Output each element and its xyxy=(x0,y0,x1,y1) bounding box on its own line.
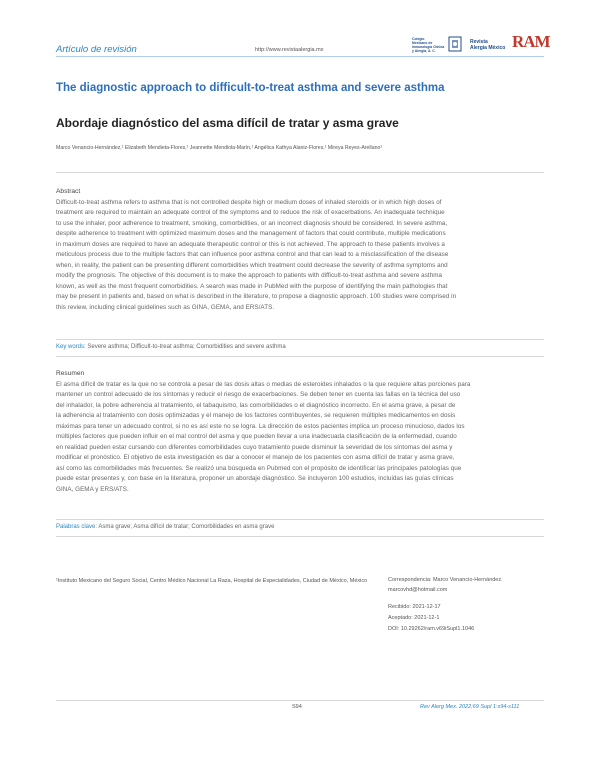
colegio-line: Mexicano de xyxy=(412,41,433,45)
colegio-line: y Alergia, A. C. xyxy=(412,49,436,53)
keywords-text: Severe asthma; Difficult-to-treat asthma; Comorbidities and severe asthma xyxy=(85,344,286,350)
journal-url[interactable]: http://www.revistaalergia.mx xyxy=(255,47,324,53)
resumen-line: la adherencia al tratamiento con dosis optimizadas y el manejo de los factores contribuyentes, se requieren múltiples medicamentos en dosis xyxy=(56,412,456,420)
abstract-line: meticulous process due to the multiple factors that can influence poor asthma control and that can lead to a misclassification of the disease xyxy=(56,251,449,259)
abstract-line: Difficult-to-treat asthma refers to asthma that is not controlled despite high or medium doses of inhaled steroids or in which high doses of xyxy=(56,199,442,206)
resumen-body xyxy=(56,380,544,495)
abstract-line: known, as well as the most frequent comorbidities. A search was made in PubMed with the purpose of identifying the main pathologies that xyxy=(56,282,448,290)
abstract-line: treatment are required to maintain an adequate control of the symptoms and to reduce the risk of exacerbations. An inadequate technique xyxy=(56,209,445,217)
resumen-line: del inhalador, la pobre adherencia al tratamiento, el tabaquismo, las comorbilidades o el diagnóstico incorrecto. En el asma grave, a pesar de xyxy=(56,401,456,409)
abstract-line: may be present in patients and, based on what is described in the literature, to propose a diagnostic approach. 100 studies were comprised in xyxy=(56,293,457,301)
resumen-line: puede estar presentes y, con base en la literatura, proponer un abordaje diagnóstico. Se incluyeron 100 estudios, incluidas las guías clínicas xyxy=(56,475,454,483)
divider xyxy=(56,339,544,340)
resumen-line: máximas para tener un adecuado control, si no es así este no se logra. La dirección de estos pacientes implica un proceso minucioso, dados los xyxy=(56,422,465,430)
correspondence-email[interactable]: marcovhd@hotmail.com xyxy=(388,587,448,593)
received-date: Recibido: 2021-12-17 xyxy=(388,604,441,610)
keywords-en xyxy=(56,344,286,350)
divider xyxy=(56,536,544,537)
resumen-line: así como las comorbilidades más frecuentes. Se realizó una búsqueda en Pubmed con el propósito de identificar las principales patologías que xyxy=(56,464,462,472)
resumen-line: mantener un control adecuado de los síntomas y reducir el riesgo de exacerbaciones. Se deben tener en cuenta las fallas en la técnica del uso xyxy=(56,391,461,399)
resumen-line: múltiples factores que pueden influir en el mal control del asma y que pueden llevar a una inadecuada clasificación de la enfermedad, cuando xyxy=(56,433,457,441)
palabras-clave-label: Palabras clave: xyxy=(56,524,98,530)
page-number: S94 xyxy=(292,704,302,710)
correspondence-label: Correspondencia: Marco Venancio-Hernández. xyxy=(388,577,503,583)
divider xyxy=(56,519,544,520)
abstract-line: modify the prognosis. The objective of this document is to make the approach to patients with difficult-to-treat asthma and severe asthma xyxy=(56,272,443,280)
colegio-line: Colegio xyxy=(412,37,425,41)
abstract-line: despite adherence to treatment with optimized maximum doses and the management of factors that could contribute, multiple medications xyxy=(56,230,446,238)
abstract-line: when, in reality, the patient can be presenting different comorbidities which treatment could decrease the severity of asthma symptoms and xyxy=(56,261,448,269)
resumen-line: modificar el pronóstico. El objetivo de esta investigación es dar a conocer el manejo de los pacientes con asma difícil de tratar y asma grave, xyxy=(56,454,455,462)
author-list: Marco Venancio-Hernández,¹ Elizabeth Mendieta-Flores,¹ Jeannette Mendiola-Marín,¹ Angélica Kathya Alaniz-Flores,¹ Mireya Reyes-Arellano¹ xyxy=(56,145,383,151)
divider xyxy=(56,356,544,357)
section-label: Artículo de revisión xyxy=(56,44,137,55)
footer-divider xyxy=(56,700,544,701)
colegio-line: Inmunología Clínica xyxy=(412,45,445,49)
divider xyxy=(56,172,544,173)
affiliation: ¹Instituto Mexicano del Seguro Social, Centro Médico Nacional La Raza, Hospital de Especialidades, Ciudad de México, México xyxy=(56,578,368,584)
accepted-date: Aceptado: 2021-12-1 xyxy=(388,615,440,621)
revista-line: Alergia México xyxy=(470,45,506,51)
colegio-seal-icon xyxy=(448,36,462,52)
journal-citation: Rev Alerg Mex. 2022;69 Supl 1:s94-s111 xyxy=(420,704,520,710)
colegio-logo-text xyxy=(412,37,448,53)
abstract-line: in maximum doses are required to have an adequate therapeutic control or this is not achieved. The approach to these patients involves a xyxy=(56,240,445,248)
resumen-line: El asma difícil de tratar es la que no se controla a pesar de las dosis altas o medias de esteroides inhalados o la que requiere altas porciones para xyxy=(56,381,471,388)
palabras-clave-text: Asma grave; Asma difícil de tratar; Comorbilidades en asma grave xyxy=(97,524,275,530)
revista-line: Revista xyxy=(470,39,488,45)
keywords-es xyxy=(56,524,274,530)
ram-logo: RAM xyxy=(512,32,550,51)
revista-logo-text xyxy=(470,39,505,51)
resumen-line: en realidad pueden estar cursando con diferentes comorbilidades cuyo tratamiento puede disminuir la severidad de los síntomas del asma y xyxy=(56,443,453,451)
abstract-line: this review, including clinical guidelines such as GINA, GEMA, and ERS/ATS. xyxy=(56,303,275,311)
abstract-body xyxy=(56,198,544,313)
header-divider xyxy=(56,56,544,57)
journal-logos xyxy=(412,32,550,56)
keywords-label: Key words: xyxy=(56,344,86,350)
abstract-line: to use the inhaler, poor adherence to treatment, smoking, comorbidities, or an incorrect diagnosis should be considered. In severe asthma, xyxy=(56,219,448,227)
resumen-heading: Resumen xyxy=(56,370,85,377)
title-spanish: Abordaje diagnóstico del asma difícil de tratar y asma grave xyxy=(56,116,399,130)
doi[interactable]: DOI: 10.29262/ram.v69iSupl1.1046 xyxy=(388,626,475,632)
resumen-line: GINA, GEMA y ERS/ATS. xyxy=(56,485,129,493)
abstract-heading: Abstract xyxy=(56,188,81,195)
title-english: The diagnostic approach to difficult-to-treat asthma and severe asthma xyxy=(56,82,445,94)
